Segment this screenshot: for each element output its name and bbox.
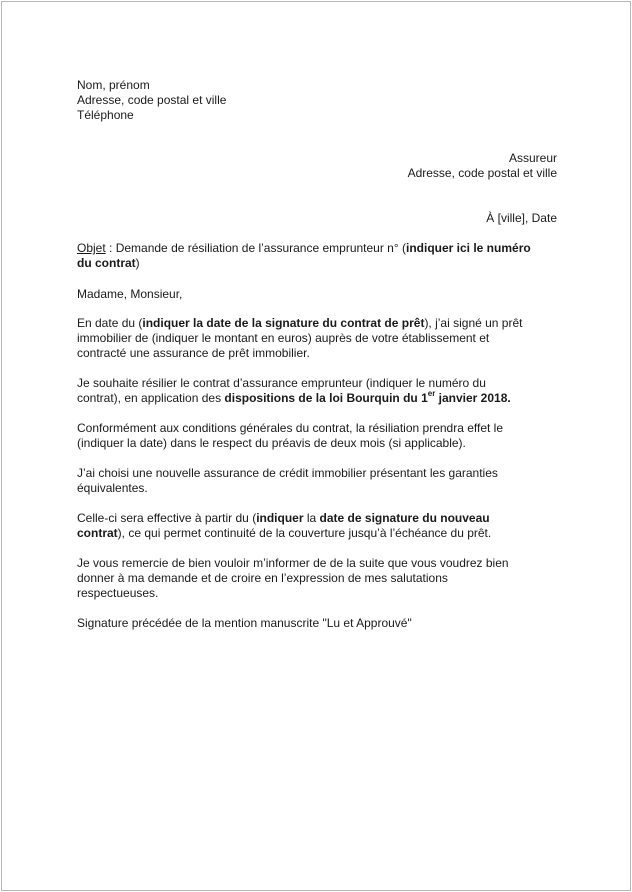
paragraph-4: J’ai choisi une nouvelle assurance de crédit immobilier présentant les garanties équivalentes. [77, 466, 498, 495]
subject-label: Objet [77, 241, 106, 255]
sender-name: Nom, prénom [77, 78, 150, 92]
paragraph-6: Je vous remercie de bien vouloir m’informer de de la suite que vous voudrez bien donner à ma demande et de croire en l’expression de mes salutations respectueuses. [77, 556, 509, 600]
recipient-block [77, 151, 557, 181]
sender-address: Adresse, code postal et ville [77, 92, 227, 107]
subject-line: Objet : Demande de résiliation de l’assurance emprunteur n° (indiquer ici le numéro du contrat) [77, 241, 531, 270]
recipient-address: Adresse, code postal et ville [407, 165, 557, 180]
recipient-name: Assureur [508, 151, 557, 165]
paragraph-5: Celle-ci sera effective à partir du (indiquer la date de signature du nouveau contrat), ce qui permet continuité de la couverture jusqu’à l’échéance du prêt. [77, 511, 492, 540]
paragraph-1: En date du (indiquer la date de la signature du contrat de prêt), j’ai signé un prêt immobilier de (indiquer le montant en euros) auprès de votre établissement et contracté une assurance de prêt immobilier. [77, 316, 523, 360]
salutation: Madame, Monsieur, [77, 287, 183, 301]
paragraph-2: Je souhaite résilier le contrat d’assurance emprunteur (indiquer le numéro du contrat), en application des dispositions de la loi Bourquin du 1er janvier 2018. [77, 376, 511, 405]
paragraph-3: Conformément aux conditions générales du contrat, la résiliation prendra effet le (indiquer la date) dans le respect du préavis de deux mois (si applicable). [77, 421, 504, 450]
sender-block [77, 78, 557, 122]
signature-note: Signature précédée de la mention manuscrite "Lu et Approuvé" [77, 616, 412, 630]
letter-page [1, 1, 631, 891]
sender-phone: Téléphone [77, 107, 134, 122]
place-date: À [ville], Date [486, 211, 557, 225]
